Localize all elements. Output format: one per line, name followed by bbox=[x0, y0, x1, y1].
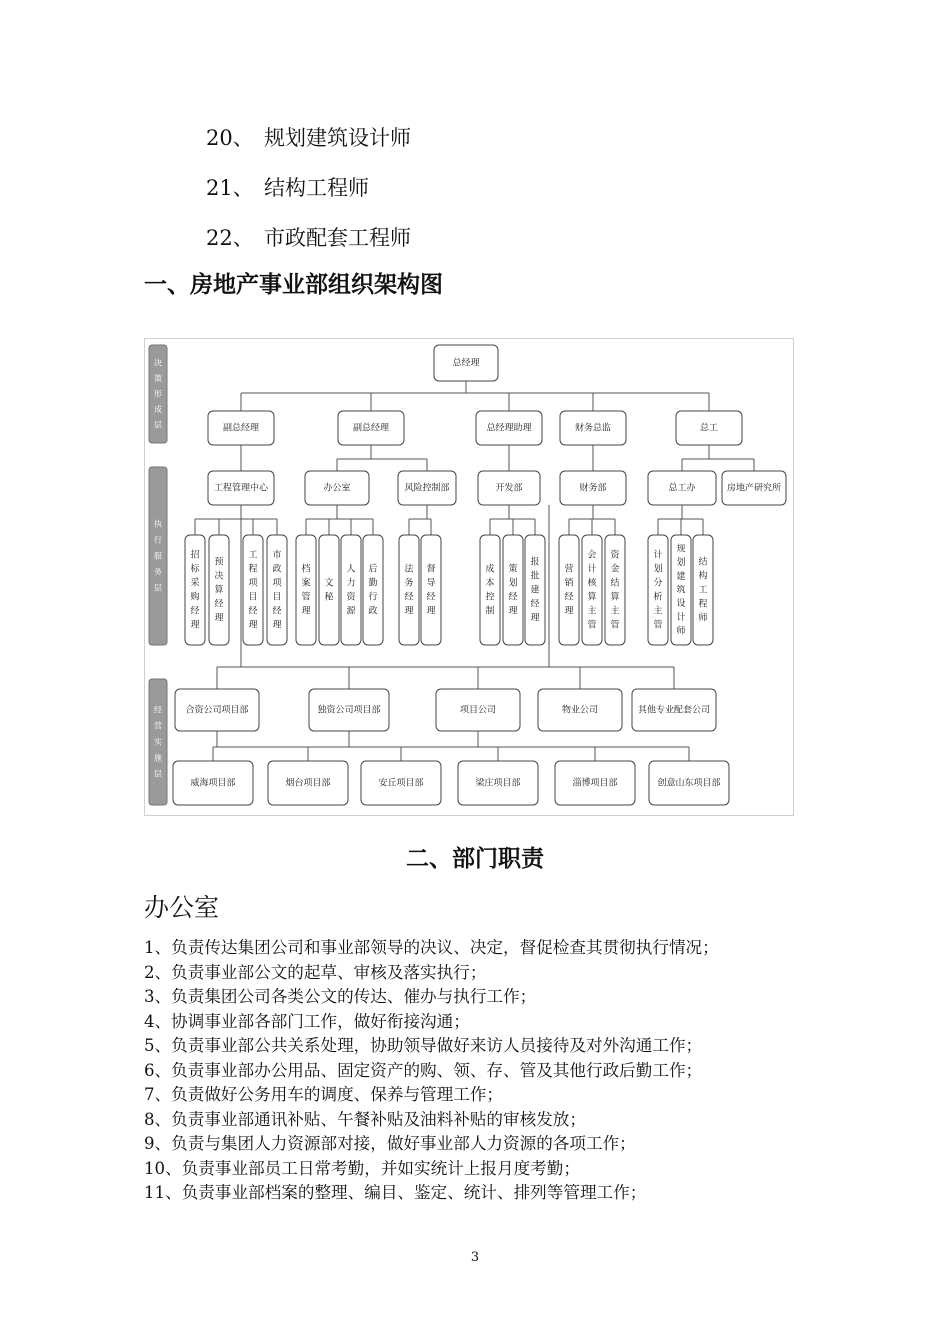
level3-label: 划 bbox=[508, 578, 518, 589]
level3-label: 计 bbox=[676, 612, 686, 623]
level2-box-label: 房地产研究所 bbox=[726, 483, 782, 494]
duty-item: 8、负责事业部通讯补贴、午餐补贴及油料补贴的审核发放； bbox=[144, 1109, 586, 1129]
level3-label: 理 bbox=[301, 606, 311, 617]
level3-label: 理 bbox=[190, 620, 200, 631]
top-box-label: 总经理 bbox=[452, 358, 480, 369]
list-number: 21、 bbox=[206, 176, 254, 200]
level3-label: 目 bbox=[272, 592, 282, 603]
level3-label: 师 bbox=[676, 626, 686, 637]
list-text: 市政配套工程师 bbox=[264, 226, 411, 250]
level3-label: 政 bbox=[368, 606, 378, 617]
level3-label: 结 bbox=[698, 557, 708, 568]
level3-label: 主 bbox=[610, 606, 620, 617]
level3-label: 策 bbox=[508, 564, 518, 575]
layer-label: 实 bbox=[154, 737, 162, 747]
level3-label: 主 bbox=[653, 606, 663, 617]
layer-label: 形 bbox=[154, 389, 162, 399]
level3-label: 建 bbox=[530, 585, 540, 596]
duty-item: 5、负责事业部公共关系处理，协助领导做好来访人员接待及对外沟通工作； bbox=[144, 1036, 703, 1055]
level3-label: 规 bbox=[676, 544, 686, 555]
level3-label: 资 bbox=[610, 550, 620, 561]
level3-label: 构 bbox=[698, 571, 708, 582]
level3-label: 析 bbox=[653, 592, 663, 603]
level3-box bbox=[503, 535, 523, 645]
level3-label: 结 bbox=[610, 578, 620, 589]
level3-label: 算 bbox=[214, 585, 224, 596]
company-box-label: 项目公司 bbox=[459, 705, 497, 716]
level3-label: 经 bbox=[214, 599, 224, 610]
section-title-org-chart: 一、房地产事业部组织架构图 bbox=[144, 272, 443, 298]
level3-label: 理 bbox=[530, 613, 540, 624]
level3-box bbox=[559, 535, 579, 645]
level3-label: 算 bbox=[610, 592, 620, 603]
level1-box-label: 财务总监 bbox=[574, 423, 612, 434]
level3-box bbox=[421, 535, 441, 645]
level3-label: 后 bbox=[368, 564, 378, 575]
level3-label: 理 bbox=[426, 606, 436, 617]
layer-label: 执 bbox=[154, 519, 162, 529]
layer-label: 策 bbox=[154, 373, 162, 383]
level3-label: 本 bbox=[485, 578, 495, 589]
office-heading: 办公室 bbox=[144, 893, 220, 922]
level3-label: 批 bbox=[530, 571, 540, 582]
level3-label: 市 bbox=[272, 550, 282, 561]
level3-label: 招 bbox=[190, 550, 200, 561]
level3-label: 经 bbox=[190, 606, 200, 617]
level3-box bbox=[319, 535, 339, 645]
level3-label: 行 bbox=[368, 592, 378, 603]
level3-label: 划 bbox=[653, 564, 663, 575]
level3-label: 工 bbox=[248, 550, 258, 561]
level3-label: 工 bbox=[698, 585, 708, 596]
level3-label: 设 bbox=[676, 599, 686, 610]
org-chart bbox=[144, 338, 794, 816]
level3-label: 经 bbox=[508, 592, 518, 603]
company-box-label: 其他专业配套公司 bbox=[637, 705, 711, 716]
level3-box bbox=[363, 535, 383, 645]
level3-label: 采 bbox=[190, 578, 200, 589]
page-number: 3 bbox=[470, 1250, 480, 1265]
level2-box-label: 总工办 bbox=[668, 483, 696, 494]
duty-item: 9、负责与集团人力资源部对接，做好事业部人力资源的各项工作； bbox=[144, 1134, 636, 1153]
level3-label: 管 bbox=[653, 620, 663, 631]
project-box-label: 梁庄项目部 bbox=[475, 778, 521, 789]
duty-item: 2、负责事业部公文的起草、审核及落实执行； bbox=[144, 962, 487, 982]
list-item bbox=[206, 222, 411, 252]
level3-label: 力 bbox=[346, 578, 356, 589]
company-box-label: 物业公司 bbox=[561, 705, 599, 716]
list-item bbox=[206, 122, 411, 152]
level3-label: 管 bbox=[301, 592, 311, 603]
level2-box-label: 办公室 bbox=[323, 483, 351, 494]
list-number: 20、 bbox=[206, 126, 254, 150]
level1-box-label: 总工 bbox=[699, 423, 719, 434]
level3-label: 项 bbox=[272, 578, 282, 589]
level3-label: 督 bbox=[426, 564, 436, 575]
level2-box-label: 风险控制部 bbox=[404, 483, 450, 494]
level3-label: 政 bbox=[272, 564, 282, 575]
section-title-duties: 二、部门职责 bbox=[406, 846, 544, 872]
level3-label: 文 bbox=[324, 578, 334, 589]
level3-label: 务 bbox=[404, 578, 414, 589]
company-box-label: 合资公司项目部 bbox=[185, 705, 249, 716]
duty-item: 3、负责集团公司各类公文的传达、催办与执行工作； bbox=[144, 987, 537, 1006]
level3-box bbox=[399, 535, 419, 645]
level3-box bbox=[296, 535, 316, 645]
layer-label: 施 bbox=[154, 753, 162, 763]
level3-label: 计 bbox=[653, 550, 663, 561]
layer-label: 层 bbox=[154, 420, 162, 430]
level3-label: 会 bbox=[587, 550, 597, 561]
level3-label: 源 bbox=[346, 606, 356, 617]
level3-label: 营 bbox=[564, 564, 574, 575]
level3-label: 程 bbox=[698, 599, 708, 610]
duty-item: 6、负责事业部办公用品、固定资产的购、领、存、管及其他行政后勤工作； bbox=[144, 1060, 703, 1080]
level3-label: 资 bbox=[346, 592, 356, 603]
list-number: 22、 bbox=[206, 226, 254, 250]
layer-label: 层 bbox=[154, 769, 162, 779]
level3-label: 程 bbox=[248, 564, 258, 575]
level3-label: 管 bbox=[610, 620, 620, 631]
level3-label: 销 bbox=[564, 578, 574, 589]
duty-list bbox=[144, 936, 719, 1206]
layer-label: 经 bbox=[154, 705, 162, 715]
level3-label: 划 bbox=[676, 558, 686, 569]
level3-label: 经 bbox=[426, 592, 436, 603]
level1-box-label: 总经理助理 bbox=[486, 423, 532, 434]
duty-item: 10、负责事业部员工日常考勤，并如实统计上报月度考勤； bbox=[144, 1158, 580, 1178]
layer-label: 务 bbox=[154, 567, 162, 577]
project-box-label: 烟台项目部 bbox=[285, 778, 331, 789]
list-text: 规划建筑设计师 bbox=[264, 126, 411, 150]
level3-label: 师 bbox=[698, 613, 708, 624]
level3-label: 管 bbox=[587, 620, 597, 631]
level3-label: 制 bbox=[485, 606, 495, 617]
level3-label: 成 bbox=[485, 564, 495, 575]
layer-label: 服 bbox=[154, 551, 162, 561]
project-box-label: 淄博项目部 bbox=[572, 778, 618, 789]
level3-label: 法 bbox=[404, 564, 414, 575]
level3-label: 导 bbox=[426, 578, 436, 589]
duty-item: 4、协调事业部各部门工作，做好衔接沟通； bbox=[144, 1011, 470, 1031]
level3-label: 金 bbox=[610, 564, 620, 575]
level3-label: 经 bbox=[272, 606, 282, 617]
project-box-label: 威海项目部 bbox=[190, 778, 236, 789]
level2-box-label: 开发部 bbox=[495, 483, 523, 494]
level3-label: 标 bbox=[190, 564, 200, 575]
level3-label: 项 bbox=[248, 578, 258, 589]
layer-label: 行 bbox=[154, 535, 162, 545]
level3-label: 报 bbox=[530, 557, 540, 568]
level3-box bbox=[480, 535, 500, 645]
level3-label: 建 bbox=[676, 571, 686, 582]
level1-box-label: 副总经理 bbox=[352, 423, 390, 434]
level3-label: 算 bbox=[587, 592, 597, 603]
layer-label: 决 bbox=[154, 358, 162, 368]
company-box-label: 独资公司项目部 bbox=[317, 705, 381, 716]
level3-label: 经 bbox=[404, 592, 414, 603]
org-chart-diagram bbox=[145, 339, 793, 815]
level3-label: 决 bbox=[214, 571, 224, 582]
level3-label: 经 bbox=[564, 592, 574, 603]
layer-label: 层 bbox=[154, 583, 162, 593]
layer-label: 成 bbox=[154, 405, 162, 415]
level3-label: 理 bbox=[272, 620, 282, 631]
level3-box bbox=[341, 535, 361, 645]
level2-box-label: 工程管理中心 bbox=[213, 483, 269, 494]
level3-label: 购 bbox=[190, 592, 200, 603]
project-box-label: 创意山东项目部 bbox=[657, 778, 721, 789]
level1-box-label: 副总经理 bbox=[222, 423, 260, 434]
level3-label: 预 bbox=[214, 557, 224, 568]
level3-label: 理 bbox=[508, 606, 518, 617]
level3-label: 筑 bbox=[676, 585, 686, 596]
duty-item: 11、负责事业部档案的整理、编目、鉴定、统计、排列等管理工作； bbox=[144, 1183, 647, 1202]
duty-item: 7、负责做好公务用车的调度、保养与管理工作； bbox=[144, 1085, 504, 1104]
level3-label: 勤 bbox=[368, 578, 378, 589]
level3-label: 理 bbox=[404, 606, 414, 617]
level3-label: 控 bbox=[485, 592, 495, 603]
level3-label: 理 bbox=[214, 613, 224, 624]
level3-label: 核 bbox=[587, 578, 597, 589]
layer-label: 营 bbox=[154, 721, 162, 731]
level3-label: 目 bbox=[248, 592, 258, 603]
duty-item: 1、负责传达集团公司和事业部领导的决议、决定，督促检查其贯彻执行情况； bbox=[144, 938, 719, 957]
level3-label: 秘 bbox=[324, 592, 334, 603]
level3-label: 人 bbox=[346, 564, 356, 575]
level3-label: 档 bbox=[301, 564, 311, 575]
list-text: 结构工程师 bbox=[264, 176, 369, 200]
project-box-label: 安丘项目部 bbox=[378, 778, 424, 789]
level3-label: 经 bbox=[530, 599, 540, 610]
level3-label: 分 bbox=[653, 578, 663, 589]
level3-label: 案 bbox=[301, 578, 311, 589]
level3-label: 经 bbox=[248, 606, 258, 617]
list-item bbox=[206, 172, 369, 202]
level3-label: 理 bbox=[564, 606, 574, 617]
level3-label: 主 bbox=[587, 606, 597, 617]
level3-label: 计 bbox=[587, 564, 597, 575]
level3-label: 理 bbox=[248, 620, 258, 631]
level2-box-label: 财务部 bbox=[579, 483, 607, 494]
